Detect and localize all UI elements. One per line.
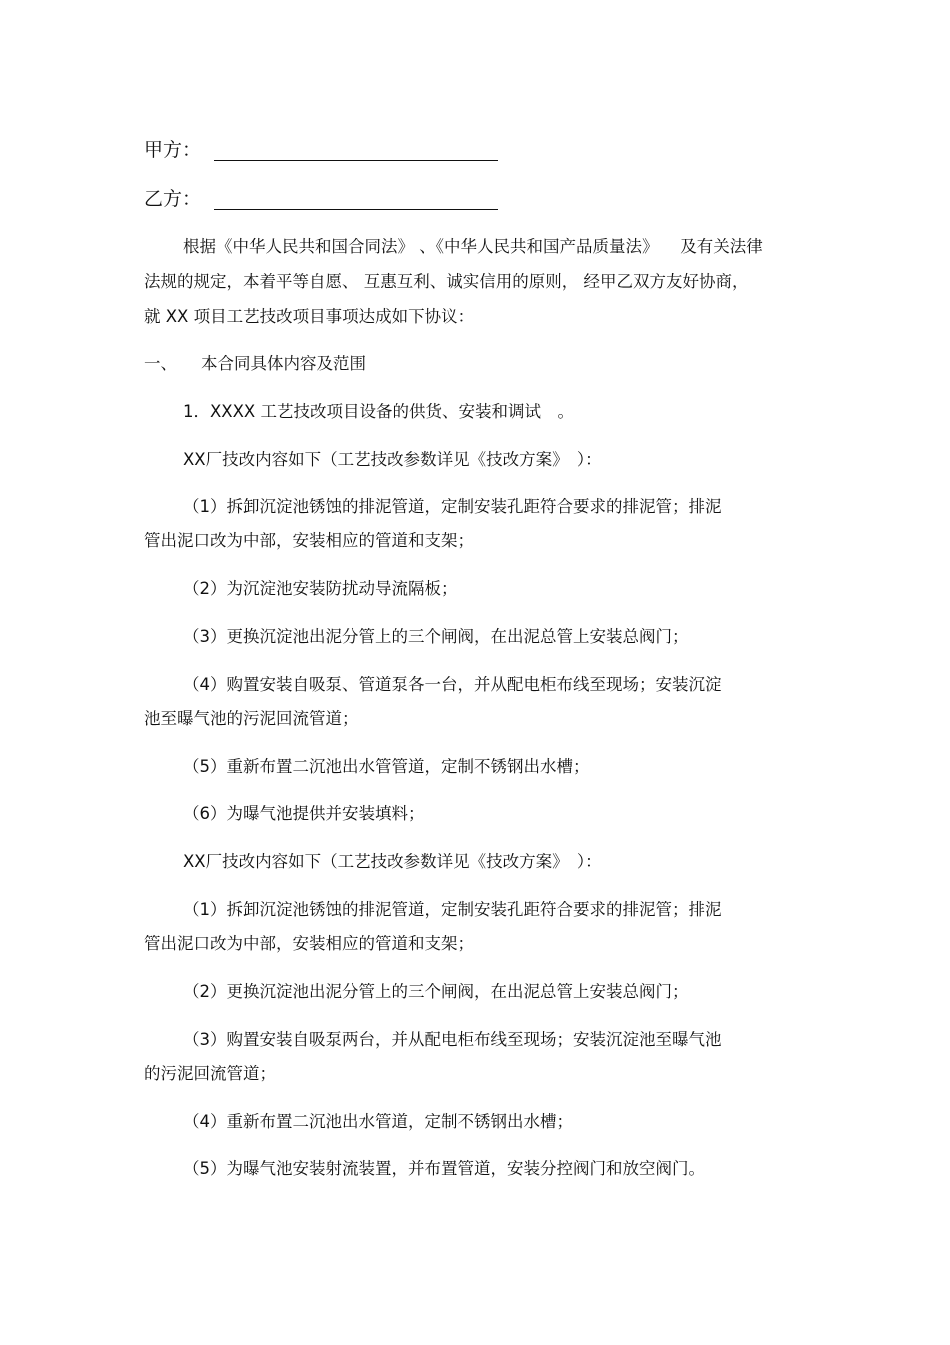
plant-2-item-4: （4）重新布置二沉池出水管道，定制不锈钢出水槽； (183, 1112, 573, 1131)
preamble-line-1: 根据《中华人民共和国合同法》 、《中华人民共和国产品质量法》 及有关法律 (183, 237, 763, 256)
plant-2-item-2: （2）更换沉淀池出泥分管上的三个闸阀，在出泥总管上安装总阀门； (183, 982, 689, 1001)
plant-2-intro: XX厂技改内容如下（工艺技改参数详见《技改方案》 ）： (183, 852, 602, 871)
plant-1-item-3: （3）更换沉淀池出泥分管上的三个闸阀，在出泥总管上安装总阀门； (183, 627, 689, 646)
plant-1-item-5: （5）重新布置二沉池出水管管道，定制不锈钢出水槽； (183, 757, 590, 776)
preamble-line-3: 就 XX 项目工艺技改项目事项达成如下协议： (144, 307, 475, 326)
plant-2-item-3-line-2: 的污泥回流管道； (144, 1064, 276, 1083)
party-a-blank-line (214, 160, 498, 161)
plant-1-item-4-line-2: 池至曝气池的污泥回流管道； (144, 709, 359, 728)
plant-1-item-2: （2）为沉淀池安装防扰动导流隔板； (183, 579, 458, 598)
plant-1-item-1-line-1: （1）拆卸沉淀池锈蚀的排泥管道，定制安装孔距符合要求的排泥管；排泥 (183, 497, 722, 516)
plant-2-item-5: （5）为曝气池安装射流装置，并布置管道，安装分控阀门和放空阀门。 (183, 1159, 705, 1178)
section-1-title: 本合同具体内容及范围 (201, 354, 366, 373)
plant-2-item-1-line-2: 管出泥口改为中部，安装相应的管道和支架； (144, 934, 474, 953)
party-a-label: 甲方： (144, 139, 202, 161)
plant-2-item-3-line-1: （3）购置安装自吸泵两台，并从配电柜布线至现场；安装沉淀池至曝气池 (183, 1030, 722, 1049)
plant-1-item-1-line-2: 管出泥口改为中部，安装相应的管道和支架； (144, 531, 474, 550)
item-1-line: 1．XXXX 工艺技改项目设备的供货、安装和调试 。 (183, 402, 574, 421)
party-b-row (144, 187, 201, 211)
preamble-line-2: 法规的规定，本着平等自愿、 互惠互利、诚实信用的原则， 经甲乙双方友好协商， (144, 272, 749, 291)
section-1-number: 一、 (144, 354, 177, 373)
party-a-row (144, 138, 201, 162)
plant-1-item-4-line-1: （4）购置安装自吸泵、管道泵各一台，并从配电柜布线至现场；安装沉淀 (183, 675, 722, 694)
plant-2-item-1-line-1: （1）拆卸沉淀池锈蚀的排泥管道，定制安装孔距符合要求的排泥管；排泥 (183, 900, 722, 919)
party-b-blank-line (214, 209, 498, 210)
plant-1-item-6: （6）为曝气池提供并安装填料； (183, 804, 425, 823)
party-b-label: 乙方： (144, 188, 202, 210)
plant-1-intro: XX厂技改内容如下（工艺技改参数详见《技改方案》 ）： (183, 450, 602, 469)
